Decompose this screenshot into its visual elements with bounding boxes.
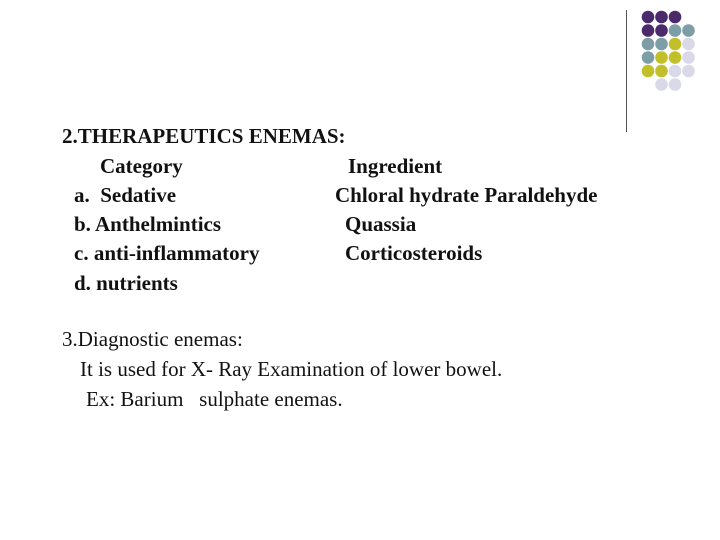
decorative-dot	[655, 24, 668, 37]
decorative-dot	[655, 51, 668, 64]
decorative-dot	[682, 24, 695, 37]
decorative-dot	[669, 65, 682, 78]
decorative-dot	[642, 51, 655, 64]
decorative-dot	[655, 65, 668, 78]
section-3-description: It is used for X- Ray Examination of lower bowel.	[80, 357, 503, 381]
ingredient-row-anthelmintics: Quassia	[345, 212, 417, 236]
decorative-dot	[642, 11, 655, 24]
decorative-dot	[682, 51, 695, 64]
decorative-dot	[682, 65, 695, 78]
decorative-dot	[655, 38, 668, 51]
category-row-nutrients: d. nutrients	[74, 271, 178, 295]
decorative-dot-grid	[0, 0, 720, 140]
category-column-header: Category	[100, 154, 183, 178]
decorative-dot	[669, 78, 682, 91]
decorative-dot	[655, 11, 668, 24]
decorative-dot	[669, 38, 682, 51]
section-3-example: Ex: Barium sulphate enemas.	[86, 387, 343, 411]
category-row-anthelmintics: b. Anthelmintics	[74, 212, 222, 236]
section-3-heading: 3.Diagnostic enemas:	[62, 327, 243, 351]
decorative-vertical-line	[626, 10, 627, 132]
decorative-dot	[682, 38, 695, 51]
decorative-dot	[642, 65, 655, 78]
decorative-dot	[655, 78, 668, 91]
category-row-anti-inflammatory: c. anti-inflammatory	[74, 241, 260, 265]
decorative-dot	[669, 11, 682, 24]
decorative-dot	[642, 38, 655, 51]
decorative-dot	[669, 51, 682, 64]
ingredient-row-anti-inflammatory: Corticosteroids	[345, 241, 483, 265]
category-row-sedative: a. Sedative	[74, 183, 177, 207]
ingredient-row-sedative: Chloral hydrate Paraldehyde	[335, 183, 598, 207]
ingredient-column-header: Ingredient	[348, 154, 443, 178]
decorative-dot	[669, 24, 682, 37]
section-2-heading: 2.THERAPEUTICS ENEMAS:	[62, 124, 346, 148]
decorative-dot	[642, 24, 655, 37]
